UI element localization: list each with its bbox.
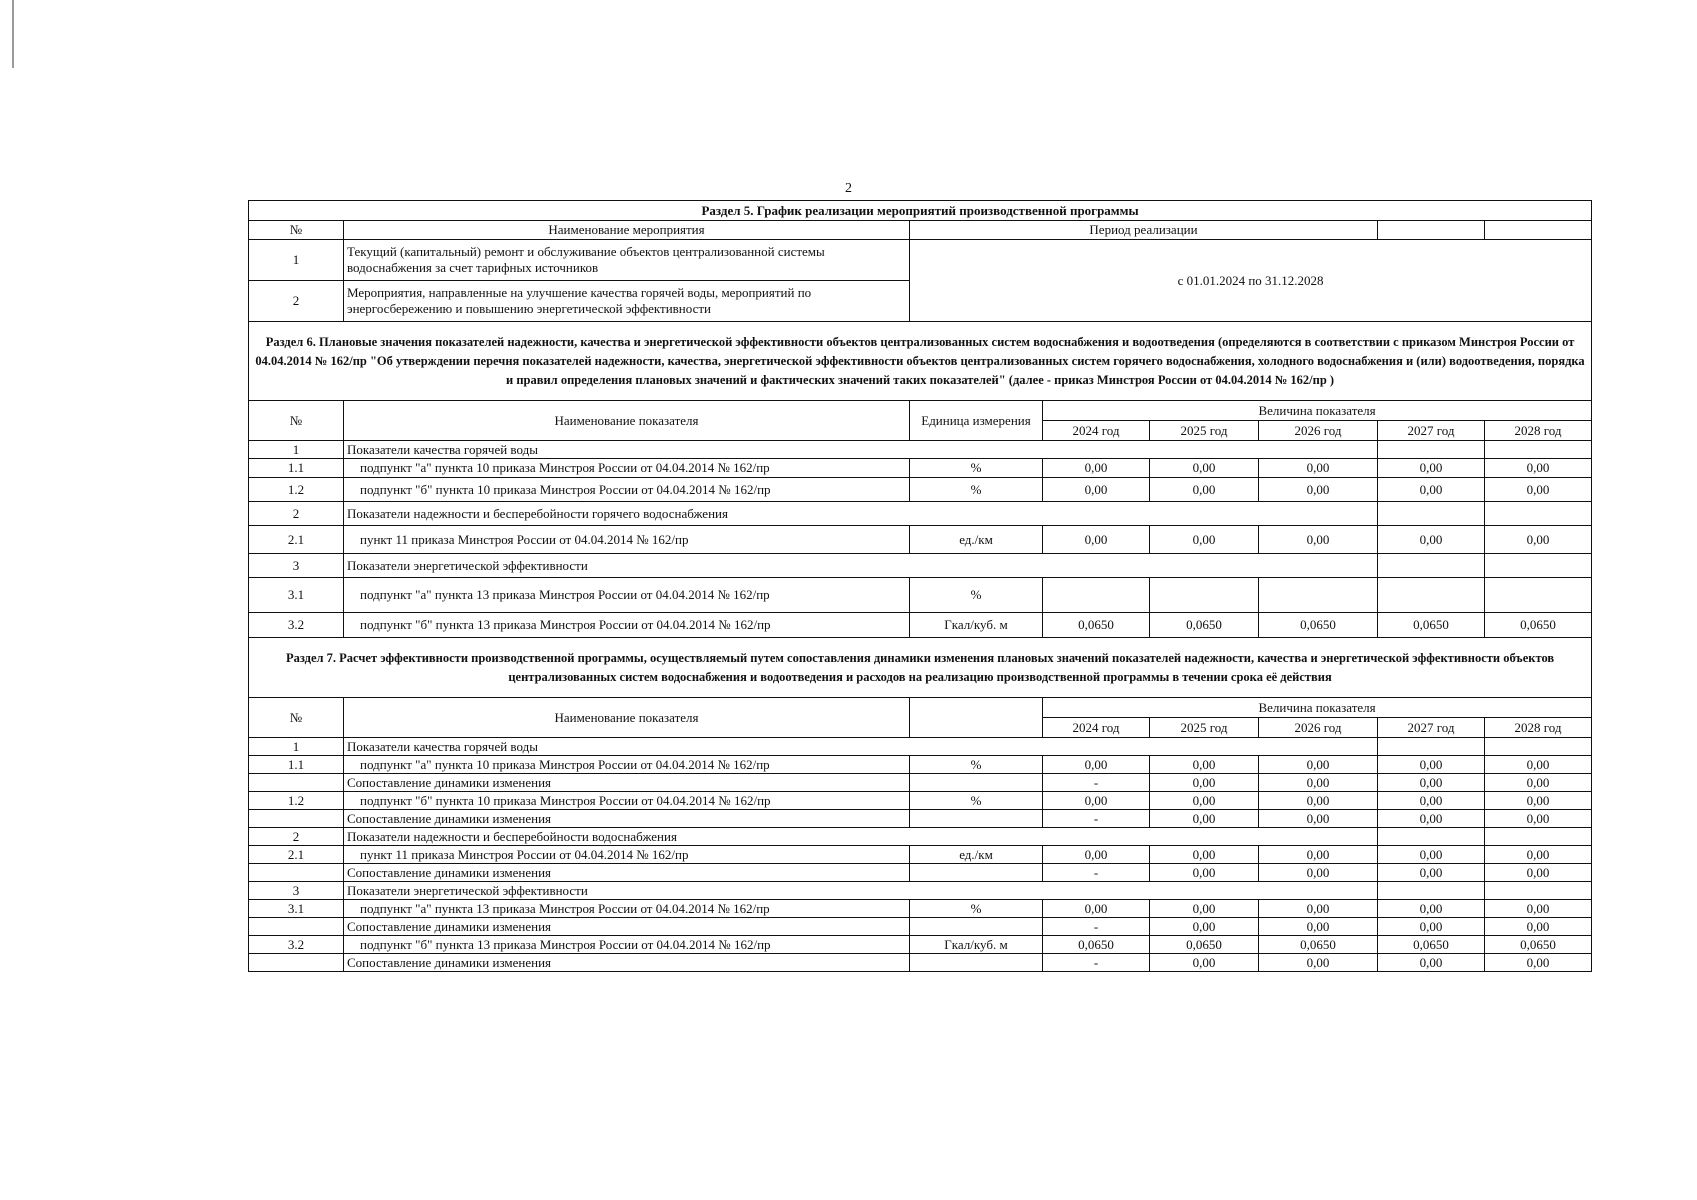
value-cell: 0,0650 (1259, 613, 1378, 638)
empty-cell (1485, 441, 1592, 459)
empty-cell (1485, 828, 1592, 846)
indicator-row (249, 792, 1592, 810)
empty-cell (1485, 221, 1592, 240)
value-cell (1485, 578, 1592, 613)
value-cell: 0,00 (1150, 459, 1259, 478)
empty-cell (249, 954, 344, 972)
value-cell (1259, 578, 1378, 613)
value-cell: 0,00 (1378, 526, 1485, 554)
compare-value-cell: - (1043, 954, 1150, 972)
value-cell: 0,00 (1485, 846, 1592, 864)
section6-title-row (249, 322, 1592, 401)
indicator-name: подпункт "б" пункта 10 приказа Минстроя России от 04.04.2014 № 162/пр (344, 478, 910, 502)
value-cell: 0,00 (1485, 756, 1592, 774)
group-name: Показатели качества горячей воды (344, 738, 1378, 756)
empty-cell (1485, 502, 1592, 526)
compare-value-cell: 0,00 (1485, 774, 1592, 792)
indicator-row (249, 613, 1592, 638)
unit-cell: % (910, 900, 1043, 918)
compare-value-cell: 0,00 (1259, 810, 1378, 828)
compare-row (249, 954, 1592, 972)
activity-name: Текущий (капитальный) ремонт и обслуживание объектов централизованной системы водоснабжения за счет тарифных источников (344, 240, 910, 281)
value-cell: 0,0650 (1043, 613, 1150, 638)
unit-cell: % (910, 459, 1043, 478)
section7-title-row (249, 638, 1592, 698)
value-cell: 0,00 (1378, 478, 1485, 502)
compare-value-cell: 0,00 (1378, 864, 1485, 882)
year-header: 2025 год (1150, 421, 1259, 441)
section5-title: Раздел 5. График реализации мероприятий производственной программы (249, 201, 1592, 221)
indicator-row (249, 882, 1592, 900)
row-number: 2.1 (249, 526, 344, 554)
section7-header-row (249, 698, 1592, 718)
indicator-name: подпункт "б" пункта 13 приказа Минстроя России от 04.04.2014 № 162/пр (344, 613, 910, 638)
empty-cell (1378, 502, 1485, 526)
empty-cell (910, 698, 1043, 738)
compare-value-cell: 0,00 (1150, 810, 1259, 828)
unit-cell: % (910, 756, 1043, 774)
row-number: 1 (249, 738, 344, 756)
compare-value-cell: 0,00 (1378, 810, 1485, 828)
program-table (248, 200, 1592, 972)
value-cell: 0,00 (1259, 846, 1378, 864)
value-cell: 0,0650 (1150, 613, 1259, 638)
group-name: Показатели качества горячей воды (344, 441, 1378, 459)
col-no-header: № (249, 221, 344, 240)
value-cell: 0,0650 (1259, 936, 1378, 954)
empty-cell (1378, 441, 1485, 459)
compare-label: Сопоставление динамики изменения (344, 864, 910, 882)
empty-cell (1378, 828, 1485, 846)
value-cell: 0,00 (1150, 846, 1259, 864)
value-cell: 0,0650 (1485, 936, 1592, 954)
compare-row (249, 864, 1592, 882)
empty-cell (1378, 738, 1485, 756)
col-value-header: Величина показателя (1043, 698, 1592, 718)
group-name: Показатели надежности и бесперебойности горячего водоснабжения (344, 502, 1378, 526)
year-header: 2024 год (1043, 718, 1150, 738)
group-name: Показатели энергетической эффективности (344, 554, 1378, 578)
compare-value-cell: 0,00 (1378, 954, 1485, 972)
compare-value-cell: 0,00 (1259, 918, 1378, 936)
indicator-row (249, 828, 1592, 846)
value-cell: 0,00 (1043, 900, 1150, 918)
indicator-name: подпункт "а" пункта 10 приказа Минстроя России от 04.04.2014 № 162/пр (344, 459, 910, 478)
empty-cell (910, 774, 1043, 792)
value-cell: 0,00 (1150, 792, 1259, 810)
value-cell: 0,00 (1259, 756, 1378, 774)
value-cell: 0,00 (1043, 459, 1150, 478)
row-number: 1.1 (249, 756, 344, 774)
section5-row (249, 240, 1592, 281)
value-cell: 0,00 (1150, 900, 1259, 918)
value-cell: 0,0650 (1043, 936, 1150, 954)
indicator-row (249, 578, 1592, 613)
unit-cell: % (910, 578, 1043, 613)
activity-name: Мероприятия, направленные на улучшение качества горячей воды, мероприятий по энергосбережению и повышению энергетической эффективности (344, 281, 910, 322)
year-header: 2028 год (1485, 718, 1592, 738)
value-cell: 0,00 (1378, 900, 1485, 918)
empty-cell (1378, 554, 1485, 578)
compare-value-cell: 0,00 (1259, 954, 1378, 972)
value-cell: 0,00 (1259, 459, 1378, 478)
row-number: 3.1 (249, 578, 344, 613)
year-header: 2026 год (1259, 718, 1378, 738)
value-cell: 0,00 (1378, 459, 1485, 478)
compare-row (249, 918, 1592, 936)
row-number: 3 (249, 882, 344, 900)
row-number: 2.1 (249, 846, 344, 864)
compare-value-cell: - (1043, 810, 1150, 828)
section5-header-row (249, 221, 1592, 240)
compare-value-cell: - (1043, 918, 1150, 936)
indicator-row (249, 441, 1592, 459)
indicator-row (249, 502, 1592, 526)
unit-cell: % (910, 792, 1043, 810)
value-cell: 0,0650 (1378, 613, 1485, 638)
empty-cell (1485, 738, 1592, 756)
value-cell: 0,00 (1485, 900, 1592, 918)
compare-value-cell: 0,00 (1150, 918, 1259, 936)
indicator-name: подпункт "а" пункта 13 приказа Минстроя России от 04.04.2014 № 162/пр (344, 900, 910, 918)
indicator-name: подпункт "б" пункта 10 приказа Минстроя России от 04.04.2014 № 162/пр (344, 792, 910, 810)
empty-cell (1485, 554, 1592, 578)
compare-value-cell: 0,00 (1150, 864, 1259, 882)
empty-cell (1378, 221, 1485, 240)
empty-cell (249, 864, 344, 882)
indicator-row (249, 738, 1592, 756)
row-number: 1 (249, 441, 344, 459)
col-period-header: Период реализации (910, 221, 1378, 240)
row-number: 3.2 (249, 613, 344, 638)
value-cell: 0,00 (1150, 478, 1259, 502)
value-cell: 0,00 (1043, 478, 1150, 502)
scan-edge-line (12, 0, 14, 68)
compare-label: Сопоставление динамики изменения (344, 918, 910, 936)
document-sheet (248, 200, 1591, 972)
indicator-row (249, 936, 1592, 954)
page-number: 2 (845, 181, 852, 196)
indicator-row (249, 846, 1592, 864)
value-cell: 0,00 (1259, 526, 1378, 554)
unit-cell: Гкал/куб. м (910, 936, 1043, 954)
col-unit-header: Единица измерения (910, 401, 1043, 441)
group-name: Показатели энергетической эффективности (344, 882, 1378, 900)
col-value-header: Величина показателя (1043, 401, 1592, 421)
empty-cell (249, 810, 344, 828)
value-cell: 0,0650 (1485, 613, 1592, 638)
indicator-name: пункт 11 приказа Минстроя России от 04.04.2014 № 162/пр (344, 526, 910, 554)
section7-title: Раздел 7. Расчет эффективности производственной программы, осуществляемый путем сопоставления динамики изменения плановых значений показателей надежности, качества и энергетической эффективности объектов централизованных систем водоснабжения и водоотведения и расходов на реализацию производственной программы в течении срока её действия (249, 638, 1592, 698)
period-value: с 01.01.2024 по 31.12.2028 (910, 240, 1592, 322)
compare-value-cell: 0,00 (1259, 774, 1378, 792)
col-indicator-header: Наименование показателя (344, 698, 910, 738)
compare-label: Сопоставление динамики изменения (344, 954, 910, 972)
row-number: 1.1 (249, 459, 344, 478)
compare-value-cell: 0,00 (1150, 954, 1259, 972)
unit-cell: ед./км (910, 846, 1043, 864)
indicator-row (249, 554, 1592, 578)
empty-cell (910, 864, 1043, 882)
value-cell: 0,00 (1259, 792, 1378, 810)
section5-title-row (249, 201, 1592, 221)
value-cell: 0,00 (1485, 792, 1592, 810)
empty-cell (1378, 882, 1485, 900)
col-indicator-header: Наименование показателя (344, 401, 910, 441)
compare-value-cell: 0,00 (1485, 954, 1592, 972)
row-number: 2 (249, 828, 344, 846)
empty-cell (910, 918, 1043, 936)
value-cell: 0,00 (1043, 756, 1150, 774)
indicator-row (249, 900, 1592, 918)
value-cell: 0,00 (1043, 846, 1150, 864)
compare-label: Сопоставление динамики изменения (344, 810, 910, 828)
row-number: 1.2 (249, 478, 344, 502)
empty-cell (910, 810, 1043, 828)
empty-cell (249, 774, 344, 792)
empty-cell (1485, 882, 1592, 900)
compare-value-cell: 0,00 (1485, 864, 1592, 882)
year-header: 2028 год (1485, 421, 1592, 441)
indicator-name: подпункт "а" пункта 10 приказа Минстроя России от 04.04.2014 № 162/пр (344, 756, 910, 774)
row-number: 2 (249, 502, 344, 526)
compare-value-cell: 0,00 (1150, 774, 1259, 792)
value-cell (1150, 578, 1259, 613)
value-cell (1378, 578, 1485, 613)
unit-cell: Гкал/куб. м (910, 613, 1043, 638)
empty-cell (249, 918, 344, 936)
section6-title: Раздел 6. Плановые значения показателей надежности, качества и энергетической эффективности объектов централизованных систем водоснабжения и водоотведения (определяются в соответствии с приказом Минстроя России от 04.04.2014 № 162/пр "Об утверждении перечня показателей надежности, качества, энергетической эффективности объектов централизованных систем горячего водоснабжения, холодного водоснабжения и (или) водоотведения, порядка и правил определения плановых значений и фактических значений таких показателей" (далее - приказ Минстроя России от 04.04.2014 № 162/пр ) (249, 322, 1592, 401)
value-cell: 0,00 (1043, 526, 1150, 554)
col-no-header: № (249, 698, 344, 738)
indicator-row (249, 478, 1592, 502)
indicator-row (249, 459, 1592, 478)
row-number: 2 (249, 281, 344, 322)
row-number: 1.2 (249, 792, 344, 810)
compare-value-cell: - (1043, 864, 1150, 882)
indicator-row (249, 756, 1592, 774)
value-cell: 0,00 (1259, 900, 1378, 918)
row-number: 1 (249, 240, 344, 281)
compare-value-cell: 0,00 (1378, 918, 1485, 936)
compare-value-cell: 0,00 (1259, 864, 1378, 882)
value-cell (1043, 578, 1150, 613)
indicator-name: пункт 11 приказа Минстроя России от 04.04.2014 № 162/пр (344, 846, 910, 864)
year-header: 2027 год (1378, 718, 1485, 738)
indicator-row (249, 526, 1592, 554)
value-cell: 0,00 (1485, 459, 1592, 478)
unit-cell: ед./км (910, 526, 1043, 554)
unit-cell: % (910, 478, 1043, 502)
value-cell: 0,00 (1150, 526, 1259, 554)
row-number: 3.2 (249, 936, 344, 954)
col-no-header: № (249, 401, 344, 441)
year-header: 2025 год (1150, 718, 1259, 738)
indicator-name: подпункт "а" пункта 13 приказа Минстроя России от 04.04.2014 № 162/пр (344, 578, 910, 613)
group-name: Показатели надежности и бесперебойности водоснабжения (344, 828, 1378, 846)
year-header: 2027 год (1378, 421, 1485, 441)
compare-row (249, 810, 1592, 828)
value-cell: 0,00 (1378, 792, 1485, 810)
row-number: 3.1 (249, 900, 344, 918)
year-header: 2024 год (1043, 421, 1150, 441)
compare-value-cell: - (1043, 774, 1150, 792)
compare-row (249, 774, 1592, 792)
empty-cell (910, 954, 1043, 972)
value-cell: 0,00 (1043, 792, 1150, 810)
value-cell: 0,0650 (1378, 936, 1485, 954)
value-cell: 0,00 (1485, 526, 1592, 554)
row-number: 3 (249, 554, 344, 578)
value-cell: 0,00 (1378, 846, 1485, 864)
compare-value-cell: 0,00 (1485, 810, 1592, 828)
indicator-name: подпункт "б" пункта 13 приказа Минстроя России от 04.04.2014 № 162/пр (344, 936, 910, 954)
value-cell: 0,00 (1259, 478, 1378, 502)
compare-value-cell: 0,00 (1485, 918, 1592, 936)
value-cell: 0,00 (1378, 756, 1485, 774)
value-cell: 0,00 (1485, 478, 1592, 502)
year-header: 2026 год (1259, 421, 1378, 441)
compare-value-cell: 0,00 (1378, 774, 1485, 792)
col-activity-header: Наименование мероприятия (344, 221, 910, 240)
value-cell: 0,00 (1150, 756, 1259, 774)
section6-header-row (249, 401, 1592, 421)
compare-label: Сопоставление динамики изменения (344, 774, 910, 792)
value-cell: 0,0650 (1150, 936, 1259, 954)
table-body (249, 201, 1592, 972)
